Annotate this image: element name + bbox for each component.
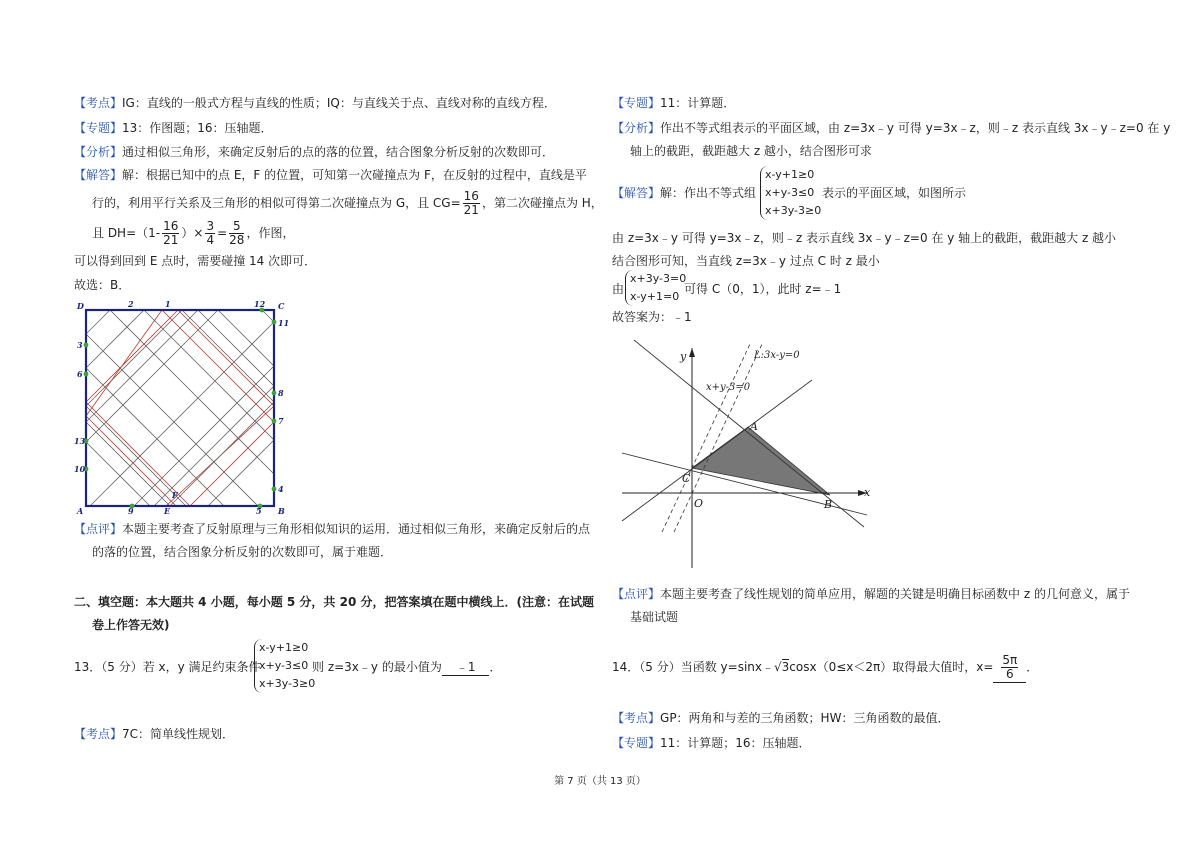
label-C: C <box>682 472 691 485</box>
r-zhuanti-tag: 【专题】 <box>612 96 661 110</box>
dh-n1: 16 <box>163 219 179 233</box>
label-6: 6 <box>77 369 83 379</box>
q14-kaodian-line <box>612 710 949 726</box>
dianping-line-2: 的落的位置，结合图象分析反射的次数即可，属于难题． <box>92 545 393 559</box>
fenxi-text: 通过相似三角形，来确定反射后的点的落的位置，结合图象分析反射的次数即可． <box>122 145 555 159</box>
label-12: 12 <box>254 299 266 309</box>
r-fenxi-line-2: 轴上的截距，截距越大 z 越小，结合图形可求 <box>630 144 872 158</box>
label-D: D <box>77 301 84 311</box>
r-jieda-ineq-2: x+y-3≤0 <box>765 186 815 199</box>
kaodian-line <box>74 95 556 111</box>
dh-d2: 4 <box>206 233 215 247</box>
dh-pre: 且 DH=（1- <box>92 226 161 240</box>
r-jieda-ineq-1: x-y+1≥0 <box>765 168 815 181</box>
q14-den: 6 <box>1006 667 1014 681</box>
cg-num: 16 <box>463 189 479 203</box>
r-dianping-line-1 <box>612 586 1130 602</box>
dh-d3: 28 <box>229 233 245 247</box>
reflection-figure <box>74 298 294 516</box>
r-zhuanti-line <box>612 95 735 111</box>
r-dianping-line-2: 基础试题 <box>630 610 679 624</box>
label-11: 11 <box>278 318 290 328</box>
line-x-minus-y-plus-1 <box>622 380 812 521</box>
dh-frac-2 <box>205 220 215 247</box>
r-jieda-ineq-3: x+3y-3≥0 <box>765 204 822 217</box>
guxuan-line: 故选：B． <box>74 278 131 292</box>
label-A: A <box>750 420 758 433</box>
dianping-text-1: 本题主要考查了反射原理与三角形相似知识的运用．通过相似三角形，来确定反射后的点 <box>122 522 591 536</box>
label-8: 8 <box>278 388 284 398</box>
label-3: 3 <box>77 340 83 350</box>
feasible-region <box>692 427 830 495</box>
q13-ineq-2: x+y-3≤0 <box>259 659 309 672</box>
r-you: 由 <box>612 282 625 296</box>
dh-mid: ）× <box>181 226 204 240</box>
label-7: 7 <box>278 416 284 426</box>
dh-n3: 5 <box>229 220 244 234</box>
label-B: B <box>824 498 833 511</box>
r-answer: 故答案为：﹣1 <box>612 310 692 324</box>
r-fenxi-line-1 <box>612 120 1170 136</box>
r-line-3: 结合图形可知，当直线 z=3x﹣y 过点 C 时 z 最小 <box>612 254 880 268</box>
q14-kaodian-tag: 【考点】 <box>612 711 661 725</box>
kaodian-text: IG：直线的一般式方程与直线的性质；IQ：与直线关于点、直线对称的直线方程． <box>122 96 556 110</box>
label-line: x+y-3=0 <box>706 382 751 393</box>
q14-fraction <box>1001 654 1018 681</box>
sqrt-symbol: √ <box>773 660 782 674</box>
r-you-post: 可得 C（0，1），此时 z=﹣1 <box>684 282 842 296</box>
zhuanti-line <box>74 120 273 136</box>
jieda-line-4: 可以得到回到 E 点时，需要碰撞 14 次即可． <box>74 254 317 268</box>
label-y: y <box>680 350 687 363</box>
q14-line <box>612 652 1038 683</box>
r-fenxi-text-1: 作出不等式组表示的平面区域，由 z=3x﹣y 可得 y=3x﹣z，则﹣z 表示直线 3x﹣y﹣z=0 在 y <box>660 121 1171 135</box>
label-C: C <box>278 301 285 311</box>
q14-pre: 14．（5 分）当函数 y=sinx﹣ <box>612 660 774 674</box>
zhuanti-tag: 【专题】 <box>74 121 123 135</box>
label-9: 9 <box>128 506 134 516</box>
label-L: L:3x-y=0 <box>754 350 800 361</box>
q13-kaodian-text: 7C：简单线性规划． <box>122 727 235 741</box>
zhuanti-text: 13：作图题；16：压轴题． <box>122 121 273 135</box>
r-fenxi-tag: 【分析】 <box>612 121 661 135</box>
label-2: 2 <box>128 299 134 309</box>
label-1: 1 <box>165 299 171 309</box>
jieda-text-1: 解：根据已知中的点 E，F 的位置，可知第一次碰撞点为 F，在反射的过程中，直线是平 <box>122 168 587 182</box>
fenxi-tag: 【分析】 <box>74 145 123 159</box>
q13-system <box>254 639 315 693</box>
r-you-system <box>625 270 686 306</box>
r-jieda-post: 表示的平面区域，如图所示 <box>822 186 967 200</box>
q13-kaodian-line <box>74 726 234 742</box>
y-axis-arrow <box>689 348 695 357</box>
label-5: 5 <box>256 506 262 516</box>
label-E: E <box>164 506 171 516</box>
q14-zhuanti-line <box>612 735 811 751</box>
q13-pre: 13．（5 分）若 x，y 满足约束条件 <box>74 660 261 674</box>
kaodian-tag: 【考点】 <box>74 96 123 110</box>
r-dianping-text-1: 本题主要考查了线性规划的简单应用，解题的关键是明确目标函数中 z 的几何意义，属于 <box>660 587 1130 601</box>
label-F: F <box>172 490 178 500</box>
dh-line <box>92 218 294 248</box>
dh-d1: 21 <box>163 233 179 247</box>
dh-eq: = <box>217 226 228 240</box>
label-4: 4 <box>278 484 284 494</box>
q13-kaodian-tag: 【考点】 <box>74 727 123 741</box>
dianping-tag: 【点评】 <box>74 522 123 536</box>
r-jieda-tag: 【解答】 <box>612 186 661 200</box>
cg-fraction <box>463 190 480 217</box>
q14-zhuanti-text: 11：计算题；16：压轴题． <box>660 736 811 750</box>
label-13: 13 <box>74 436 86 446</box>
lp-graph <box>612 332 882 576</box>
r-zhuanti-text: 11：计算题． <box>660 96 736 110</box>
label-x: x <box>864 486 871 499</box>
fenxi-line <box>74 144 554 160</box>
jieda-line-2 <box>92 188 603 218</box>
r-jieda-text: 解：作出不等式组 <box>660 186 757 200</box>
section2-heading-2: 卷上作答无效) <box>92 618 170 632</box>
q14-mid: cosx（0≤x＜2π）取得最大值时，x= <box>789 660 994 674</box>
label-A: A <box>77 506 84 516</box>
dh-frac-1 <box>162 220 179 247</box>
q13-post: ． <box>489 660 502 674</box>
dh-post: ，作图， <box>246 226 295 240</box>
jieda-tag: 【解答】 <box>74 168 123 182</box>
r-line-2: 由 z=3x﹣y 可得 y=3x﹣z，则﹣z 表示直线 3x﹣y﹣z=0 在 y 轴上的截距，截距越大 z 越小 <box>612 231 1117 245</box>
q14-kaodian-text: GP：两角和与差的三角函数；HW：三角函数的最值． <box>660 711 950 725</box>
r-jieda-pre <box>612 185 756 201</box>
q13-rest <box>312 659 501 676</box>
green-points <box>84 308 277 509</box>
sqrt-radicand: 3 <box>781 660 790 674</box>
dh-n2: 3 <box>206 219 215 233</box>
dianping-line-1 <box>74 521 590 537</box>
section2-heading-1: 二、填空题：本大题共 4 小题，每小题 5 分，共 20 分，把答案填在题中横线上．(注意：在试题 <box>74 595 594 609</box>
jieda-line-1 <box>74 167 587 183</box>
r-jieda-system <box>760 166 821 220</box>
label-B: B <box>278 506 285 516</box>
jieda-text-2b: ，第二次碰撞点为 H， <box>481 196 603 210</box>
jieda-text-2a: 行的，利用平行关系及三角形的相似可得第二次碰撞点为 G，且 CG= <box>92 196 461 210</box>
r-you-eq-2: x-y+1=0 <box>630 290 680 303</box>
q13-ineq-1: x-y+1≥0 <box>259 641 309 654</box>
gray-path <box>86 310 274 506</box>
r-dianping-tag: 【点评】 <box>612 587 661 601</box>
dh-frac-3 <box>229 220 244 247</box>
cg-den: 21 <box>463 203 479 217</box>
q14-zhuanti-tag: 【专题】 <box>612 736 661 750</box>
q13-ineq-3: x+3y-3≥0 <box>259 677 316 690</box>
r-you-eq-1: x+3y-3=0 <box>630 272 687 285</box>
q14-answer <box>993 652 1026 683</box>
label-O: O <box>694 497 704 510</box>
label-10: 10 <box>74 464 86 474</box>
q14-num: 5π <box>1002 653 1018 667</box>
page-footer: 第 7 页（共 13 页） <box>554 776 646 787</box>
q13-mid: 则 z=3x﹣y 的最小值为 <box>312 660 442 674</box>
q14-post: ． <box>1026 660 1039 674</box>
q13-answer: ﹣1 <box>442 659 490 676</box>
